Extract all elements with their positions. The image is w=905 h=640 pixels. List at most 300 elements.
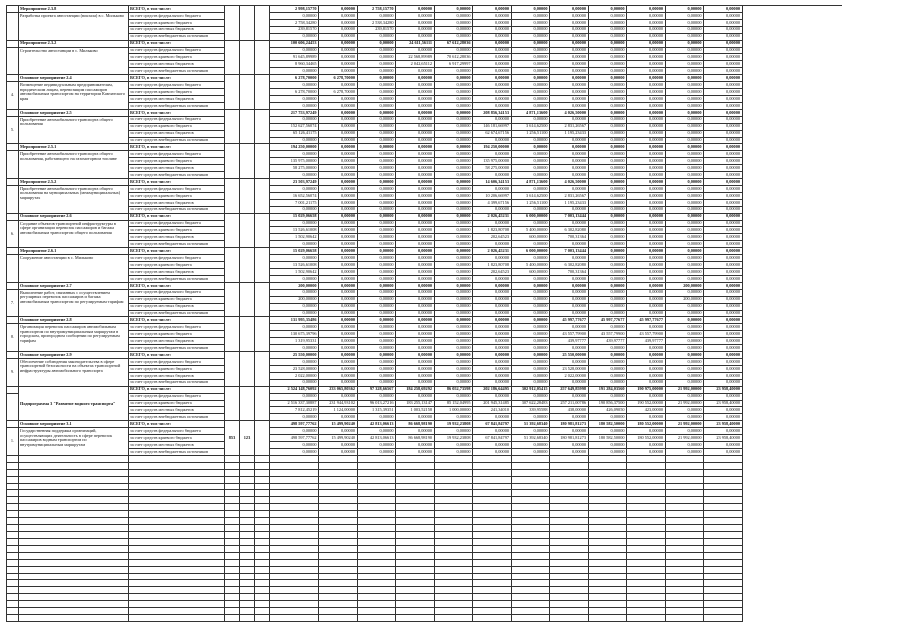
empty-cell [270,553,319,560]
empty-cell [129,587,225,594]
amount-cell: 0,00000 [589,110,628,117]
amount-cell: 0,00000 [319,290,358,297]
amount-cell: 0,00000 [627,27,666,34]
empty-cell [512,587,551,594]
amount-cell: 0,00000 [512,61,551,68]
empty-cell [19,587,129,594]
amount-cell: 0,00000 [473,345,512,352]
amount-cell: 6 302,82080 [550,227,589,234]
amount-cell: 0,00000 [589,68,628,75]
amount-cell: 0,00000 [473,186,512,193]
amount-cell: 23 503,97249 [270,179,319,186]
empty-cell [358,490,397,497]
amount-cell: 0,00000 [396,248,435,255]
empty-cell [319,532,358,539]
row-number [7,48,19,76]
empty-cell [358,504,397,511]
amount-cell: 0,00000 [435,144,474,151]
empty-cell [512,463,551,470]
amount-cell: 0,00000 [627,248,666,255]
amount-cell: 0,00000 [512,207,551,214]
amount-cell: 0,00000 [666,276,705,283]
empty-cell [19,456,129,463]
code-cell [240,283,255,318]
amount-cell: 0,00000 [435,96,474,103]
amount-cell: 0,00000 [627,366,666,373]
empty-cell [255,518,270,525]
empty-cell [704,615,743,622]
amount-cell: 0,00000 [512,345,551,352]
amount-cell: 0,00000 [512,54,551,61]
measure-title: Основное мероприятие 2.4 [19,75,129,82]
amount-cell: 2 758,34280 [270,20,319,27]
empty-cell [435,608,474,615]
empty-cell [589,504,628,511]
amount-cell: 2 042,65112 [396,61,435,68]
amount-cell: 0,00000 [319,103,358,110]
funding-source: за счет средств местных бюджетов [129,338,225,345]
amount-cell: 0,00000 [358,110,397,117]
empty-cell [358,484,397,491]
measure-title: Основное мероприятие 3.1 [19,421,129,428]
empty-cell [666,511,705,518]
amount-cell: 1 502,90642 [270,234,319,241]
amount-cell: 0,00000 [666,193,705,200]
amount-cell: 0,00000 [666,338,705,345]
amount-cell: 0,00000 [704,428,743,435]
amount-cell: 239,81570 [358,27,397,34]
amount-cell: 0,00000 [550,380,589,387]
empty-cell [240,594,255,601]
amount-cell: 4 871,13600 [512,179,551,186]
empty-cell [473,511,512,518]
empty-cell [435,497,474,504]
empty-cell [129,532,225,539]
empty-cell [270,504,319,511]
amount-cell: 498 597,77762 [270,435,319,442]
funding-source: за счет средств краевого бюджета [129,297,225,304]
amount-cell: 0,00000 [435,290,474,297]
row-number: 4. [7,82,19,110]
empty-cell [550,463,589,470]
amount-cell: 21 992,00000 [666,401,705,408]
amount-cell: 0,00000 [319,193,358,200]
empty-cell [512,484,551,491]
amount-cell: 0,00000 [396,27,435,34]
amount-cell: 202 186,64495 [473,387,512,394]
amount-cell: 0,00000 [473,442,512,449]
empty-cell [666,470,705,477]
empty-cell [627,546,666,553]
amount-cell: 0,00000 [666,117,705,124]
empty-cell [19,518,129,525]
amount-cell: 0,00000 [627,165,666,172]
empty-cell [319,587,358,594]
amount-cell: 0,00000 [550,255,589,262]
empty-cell [512,525,551,532]
amount-cell: 0,00000 [704,373,743,380]
amount-cell: 21 992,00000 [666,435,705,442]
amount-cell: 700,31364 [550,269,589,276]
amount-cell: 0,00000 [589,165,628,172]
empty-cell [666,574,705,581]
amount-cell: 0,00000 [396,234,435,241]
empty-cell [240,539,255,546]
amount-cell: 0,00000 [512,290,551,297]
measure-description: Строительство автостанции в с. Мильково [19,48,129,76]
amount-cell: 0,00000 [512,158,551,165]
amount-cell: 0,00000 [704,179,743,186]
amount-cell: 257 211,00786 [550,401,589,408]
amount-cell: 0,00000 [589,269,628,276]
amount-cell: 0,00000 [512,96,551,103]
amount-cell: 0,00000 [666,304,705,311]
amount-cell: 0,00000 [627,276,666,283]
amount-cell: 0,00000 [512,186,551,193]
amount-cell: 0,00000 [473,414,512,421]
funding-source: за счет средств местных бюджетов [129,61,225,68]
empty-cell [550,601,589,608]
empty-cell [225,574,240,581]
amount-cell: 1 319,95331 [270,338,319,345]
amount-cell: 0,00000 [358,144,397,151]
measure-description: Разработка проекта автостанции (вокзала) в с. Мильково [19,13,129,41]
empty-cell [473,587,512,594]
empty-cell [7,532,19,539]
funding-source: за счет средств краевого бюджета [129,89,225,96]
empty-cell [704,525,743,532]
amount-cell: 200,00000 [666,283,705,290]
amount-cell: 0,00000 [396,20,435,27]
amount-cell: 0,00000 [704,13,743,20]
amount-cell: 0,00000 [473,82,512,89]
funding-source: ВСЕГО, в том числе: [129,6,225,13]
empty-cell [7,608,19,615]
amount-cell: 0,00000 [358,297,397,304]
amount-cell: 0,00000 [627,207,666,214]
amount-cell: 43 557,79900 [550,331,589,338]
amount-cell: 0,00000 [358,276,397,283]
amount-cell: 439,97777 [627,338,666,345]
amount-cell: 0,00000 [627,255,666,262]
empty-cell [225,580,240,587]
funding-source: за счет средств внебюджетных источников [129,241,225,248]
amount-cell: 0,00000 [589,255,628,262]
amount-cell: 200,00000 [666,297,705,304]
amount-cell: 0,00000 [358,131,397,138]
amount-cell: 0,00000 [358,61,397,68]
empty-cell [240,518,255,525]
amount-cell: 0,00000 [270,117,319,124]
amount-cell: 0,00000 [589,41,628,48]
amount-cell: 0,00000 [550,221,589,228]
amount-cell: 0,00000 [589,138,628,145]
amount-cell: 0,00000 [550,241,589,248]
amount-cell: 0,00000 [550,428,589,435]
amount-cell: 0,00000 [589,34,628,41]
empty-cell [255,477,270,484]
empty-cell [225,470,240,477]
amount-cell: 0,00000 [473,207,512,214]
amount-cell: 0,00000 [666,186,705,193]
empty-cell [7,497,19,504]
amount-cell: 2 516 337,30887 [270,401,319,408]
amount-cell: 0,00000 [270,380,319,387]
amount-cell: 0,00000 [704,442,743,449]
amount-cell: 0,00000 [627,144,666,151]
empty-cell [319,553,358,560]
empty-cell [396,539,435,546]
empty-cell [396,511,435,518]
empty-cell [550,608,589,615]
amount-cell: 0,00000 [704,54,743,61]
empty-cell [666,518,705,525]
amount-cell: 0,00000 [319,394,358,401]
empty-cell [473,608,512,615]
empty-cell [225,601,240,608]
amount-cell: 0,00000 [512,373,551,380]
amount-cell: 0,00000 [396,373,435,380]
empty-cell [19,546,129,553]
amount-cell: 0,00000 [550,89,589,96]
empty-cell [704,490,743,497]
amount-cell: 0,00000 [396,290,435,297]
amount-cell: 0,00000 [512,338,551,345]
funding-source: за счет средств внебюджетных источников [129,345,225,352]
amount-cell: 0,00000 [666,345,705,352]
amount-cell: 23 528,00000 [550,366,589,373]
amount-cell: 0,00000 [666,352,705,359]
amount-cell: 0,00000 [473,20,512,27]
funding-source: за счет средств федерального бюджета [129,82,225,89]
amount-cell: 0,00000 [666,414,705,421]
amount-cell: 0,00000 [704,304,743,311]
amount-cell: 0,00000 [627,20,666,27]
amount-cell: 0,00000 [627,352,666,359]
amount-cell: 0,00000 [589,117,628,124]
amount-cell: 0,00000 [396,165,435,172]
amount-cell: 0,00000 [627,41,666,48]
amount-cell: 0,00000 [435,345,474,352]
amount-cell: 0,00000 [473,172,512,179]
funding-source: за счет средств местных бюджетов [129,96,225,103]
amount-cell: 0,00000 [358,193,397,200]
empty-cell [589,511,628,518]
empty-cell [589,587,628,594]
empty-cell [435,518,474,525]
empty-cell [129,601,225,608]
empty-cell [129,497,225,504]
empty-cell [7,518,19,525]
amount-cell: 42 813,06613 [358,421,397,428]
amount-cell: 0,00000 [396,151,435,158]
empty-cell [473,497,512,504]
amount-cell: 0,00000 [270,290,319,297]
row-number-blank [7,6,19,13]
funding-source: за счет средств федерального бюджета [129,359,225,366]
amount-cell: 0,00000 [589,380,628,387]
amount-cell: 0,00000 [435,338,474,345]
empty-cell [319,511,358,518]
empty-cell [270,463,319,470]
amount-cell: 0,00000 [435,359,474,366]
empty-cell [240,484,255,491]
empty-cell [627,532,666,539]
amount-cell: 0,00000 [550,290,589,297]
empty-cell [396,567,435,574]
empty-cell [319,594,358,601]
amount-cell: 0,00000 [550,297,589,304]
amount-cell: 0,00000 [396,359,435,366]
amount-cell: 0,00000 [627,34,666,41]
amount-cell: 0,00000 [473,380,512,387]
amount-cell: 0,00000 [550,394,589,401]
amount-cell: 0,00000 [512,366,551,373]
amount-cell: 241,34010 [473,407,512,414]
amount-cell: 0,00000 [589,297,628,304]
amount-cell: 0,00000 [319,54,358,61]
amount-cell: 0,00000 [319,214,358,221]
measure-description: Приобретение автомобильного транспорта общего пользования на муниципальных (межмуниципальных) маршрутах [19,186,129,214]
empty-cell [358,477,397,484]
funding-source: за счет средств федерального бюджета [129,255,225,262]
amount-cell: 0,00000 [589,54,628,61]
amount-cell: 0,00000 [358,317,397,324]
amount-cell: 0,00000 [550,27,589,34]
empty-cell [129,553,225,560]
amount-cell: 0,00000 [319,138,358,145]
amount-cell: 0,00000 [627,61,666,68]
empty-cell [319,546,358,553]
funding-source: за счет средств краевого бюджета [129,20,225,27]
amount-cell: 0,00000 [550,103,589,110]
empty-cell [255,539,270,546]
code-cell [240,6,255,41]
amount-cell: 0,00000 [473,6,512,13]
empty-cell [270,456,319,463]
amount-cell: 0,00000 [319,297,358,304]
amount-cell: 0,00000 [358,359,397,366]
amount-cell: 0,00000 [666,317,705,324]
amount-cell: 0,00000 [589,276,628,283]
empty-cell [396,560,435,567]
amount-cell: 0,00000 [270,414,319,421]
amount-cell: 0,00000 [396,442,435,449]
amount-cell: 0,00000 [473,48,512,55]
amount-cell: 0,00000 [550,324,589,331]
amount-cell: 0,00000 [396,144,435,151]
empty-cell [255,525,270,532]
amount-cell: 0,00000 [627,68,666,75]
amount-cell: 0,00000 [319,359,358,366]
amount-cell: 0,00000 [435,317,474,324]
amount-cell: 2 524 148,76092 [270,387,319,394]
amount-cell: 0,00000 [550,54,589,61]
funding-source: за счет средств внебюджетных источников [129,311,225,318]
amount-cell: 0,00000 [704,221,743,228]
amount-cell: 0,00000 [396,207,435,214]
empty-cell [358,456,397,463]
empty-cell [396,490,435,497]
empty-cell [396,484,435,491]
amount-cell: 0,00000 [473,138,512,145]
amount-cell: 0,00000 [319,82,358,89]
empty-cell [550,456,589,463]
empty-cell [396,608,435,615]
empty-cell [225,477,240,484]
amount-cell: 0,00000 [627,324,666,331]
amount-cell: 0,00000 [627,428,666,435]
empty-cell [129,567,225,574]
amount-cell: 0,00000 [666,331,705,338]
amount-cell: 0,00000 [589,324,628,331]
amount-cell: 0,00000 [319,117,358,124]
amount-cell: 0,00000 [358,54,397,61]
amount-cell: 190 975,00000 [627,387,666,394]
amount-cell: 0,00000 [666,207,705,214]
amount-cell: 0,00000 [435,414,474,421]
amount-cell: 43 557,79900 [589,331,628,338]
empty-cell [435,546,474,553]
empty-cell [435,490,474,497]
empty-cell [319,504,358,511]
empty-cell [473,594,512,601]
empty-cell [589,518,628,525]
empty-cell [270,580,319,587]
empty-cell [473,504,512,511]
funding-source: за счет средств краевого бюджета [129,124,225,131]
amount-cell: 239,81570 [270,27,319,34]
amount-cell: 130 675,39796 [270,331,319,338]
amount-cell: 0,00000 [396,414,435,421]
amount-cell: 0,00000 [358,207,397,214]
amount-cell: 0,00000 [270,304,319,311]
amount-cell: 0,00000 [550,449,589,456]
amount-cell: 7 003,13444 [550,248,589,255]
amount-cell: 0,00000 [627,6,666,13]
amount-cell: 0,00000 [704,200,743,207]
amount-cell: 0,00000 [512,48,551,55]
funding-source: за счет средств краевого бюджета [129,54,225,61]
amount-cell: 13 526,61008 [270,227,319,234]
amount-cell: 0,00000 [396,428,435,435]
amount-cell: 146 181,66997 [473,124,512,131]
amount-cell: 180 981,81273 [550,421,589,428]
funding-source: за счет средств краевого бюджета [129,366,225,373]
amount-cell: 0,00000 [666,6,705,13]
amount-cell: 0,00000 [396,89,435,96]
amount-cell: 0,00000 [550,41,589,48]
amount-cell: 0,00000 [319,110,358,117]
measure-description: Обеспечение соблюдения законодательства в сфере транспортной безопасности на объектах транспортной инфраструктуры автомобильного транспорта [19,359,129,387]
empty-cell [589,490,628,497]
amount-cell: 0,00000 [666,324,705,331]
empty-cell [704,546,743,553]
empty-cell [270,615,319,622]
empty-cell [270,574,319,581]
amount-cell: 23 958,40000 [704,387,743,394]
funding-source: за счет средств федерального бюджета [129,221,225,228]
amount-cell: 0,00000 [550,68,589,75]
amount-cell: 0,00000 [270,442,319,449]
empty-cell [240,567,255,574]
amount-cell: 0,00000 [666,311,705,318]
amount-cell: 65 126,41175 [270,131,319,138]
amount-cell: 86 052,73598 [435,387,474,394]
empty-cell [358,539,397,546]
amount-cell: 0,00000 [512,380,551,387]
amount-cell: 0,00000 [627,304,666,311]
